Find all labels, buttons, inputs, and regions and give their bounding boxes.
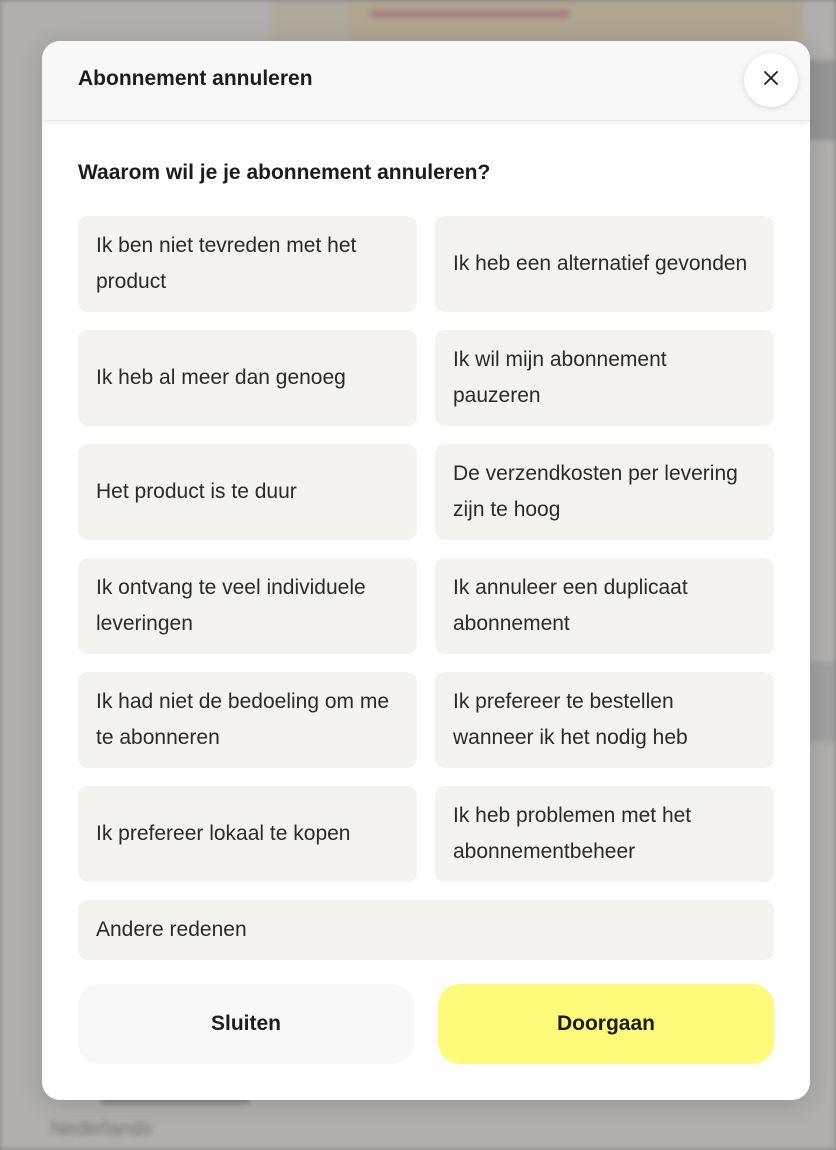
reason-option[interactable]: Ik heb een alternatief gevonden [435, 216, 774, 312]
close-icon [762, 69, 780, 92]
continue-button[interactable]: Doorgaan [438, 984, 774, 1064]
reason-option[interactable]: De verzendkosten per levering zijn te hoog [435, 444, 774, 540]
close-button[interactable] [744, 53, 798, 107]
reason-option[interactable]: Het product is te duur [78, 444, 417, 540]
cancel-subscription-dialog [42, 41, 810, 1100]
dialog-title: Abonnement annuleren [78, 67, 313, 90]
reason-options [78, 216, 774, 882]
reason-option[interactable]: Ik ontvang te veel individuele leveringen [78, 558, 417, 654]
reason-option-other[interactable]: Andere redenen [78, 900, 774, 960]
reason-option[interactable]: Ik prefereer lokaal te kopen [78, 786, 417, 882]
reason-option[interactable]: Ik prefereer te bestellen wanneer ik het nodig heb [435, 672, 774, 768]
reason-option[interactable]: Ik wil mijn abonnement pauzeren [435, 330, 774, 426]
reason-option[interactable]: Ik had niet de bedoeling om me te abonneren [78, 672, 417, 768]
reason-option[interactable]: Ik ben niet tevreden met het product [78, 216, 417, 312]
cancel-reason-question: Waarom wil je je abonnement annuleren? [78, 161, 491, 184]
reason-option[interactable]: Ik heb al meer dan genoeg [78, 330, 417, 426]
dialog-header [42, 41, 810, 121]
reason-option[interactable]: Ik heb problemen met het abonnementbeheer [435, 786, 774, 882]
close-dialog-button[interactable]: Sluiten [78, 984, 414, 1064]
reason-option[interactable]: Ik annuleer een duplicaat abonnement [435, 558, 774, 654]
